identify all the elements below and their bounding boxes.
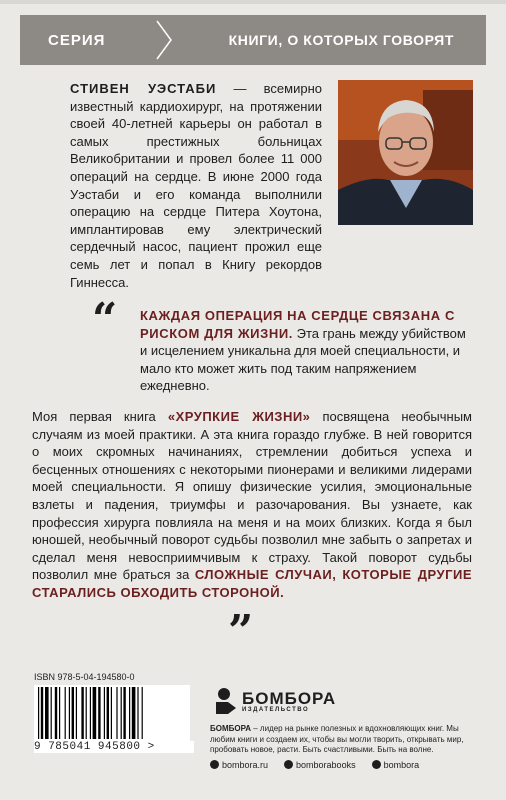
author-photo [338,80,473,225]
publisher-desc-name: БОМБОРА [210,724,252,733]
telegram-icon [372,760,381,769]
bio-text: — всемирно известный кардиохирург, на протяжении своей 40-летней карьеры он работал в самых престижных больницах Великобритании и провел более 11 000 операций на сердце. В июне 2000 года Уэстаби и его команда выполнили операцию на сердце Питера Хоутона, имплантировав ему электрический сердечный насос, пациент прожил еще семь лет и попал в Книгу рекордов Гиннесса. [70,81,322,290]
series-banner [20,15,486,65]
open-quote-icon: “ [92,294,118,345]
social-link-site[interactable]: bombora.ru [210,760,268,770]
publisher-sub: ИЗДАТЕЛЬСТВО [242,706,310,713]
publisher-name: БОМБОРА [242,688,337,708]
author-name: СТИВЕН УЭСТАБИ [70,81,217,96]
description-highlight: СЛОЖНЫЕ СЛУЧАИ, КОТОРЫЕ ДРУГИЕ СТАРАЛИСЬ ОБХОДИТЬ СТОРОНОЙ. [32,567,473,600]
pull-quote-text: Эта грань между убийством и исцелением уникальна для моей специальности, и мало кто может жить под таким напряжением ежедневно. [140,325,466,394]
pull-quote [140,307,470,395]
pull-quote-highlight: КАЖДАЯ ОПЕРАЦИЯ НА СЕРДЦЕ СВЯЗАНА С РИСКОМ ДЛЯ ЖИЗНИ. [140,308,455,341]
isbn: ISBN 978-5-04-194580-0 [34,672,135,682]
description-part-2: посвящена необычным случаям из моей практики. А эта книга гораздо глубже. В ней говорится о моих скромных начинаниях, стремлении добиться успеха и бесценных отношениях с некоторыми пионерами и великими лидерами моей специальности. Я опишу физические усилия, эмоциональные взлеты и падения, триумфы и разочарования. Вы узнаете, как профессия хирурга повлияла на меня и на моих близких. Когда я был юношей, необычный поворот судьбы позволил мне забыть о запретах и сделал меня невосприимчивым к страху. Такой поворот судьбы позволил мне браться за [32,409,472,583]
globe-icon [210,760,219,769]
vk-icon [284,760,293,769]
publisher-logo [214,686,336,716]
series-label: СЕРИЯ [48,31,106,49]
social-link-telegram[interactable]: bombora [372,760,420,770]
chevron-right-icon [153,15,175,65]
first-book-title: «ХРУПКИЕ ЖИЗНИ» [167,409,311,424]
social-links [210,760,419,770]
publisher-description [210,724,486,756]
series-name: КНИГИ, О КОТОРЫХ ГОВОРЯТ [228,32,454,48]
publisher-desc-text: – лидер на рынке полезных и вдохновляющих книг. Мы любим книги и создаем их, чтобы вы могли творить, открывать мир, пробовать новое, расти. Быть счастливыми. Быть на волне. [210,724,464,754]
barcode-number: 9 785041 945800 > [34,741,194,753]
description-part-1: Моя первая книга [32,409,168,424]
description [32,408,472,602]
bombora-logo-icon [214,686,238,716]
author-bio [70,80,322,291]
close-quote-icon: ” [228,606,254,657]
barcode [34,685,190,741]
top-strip [0,0,506,4]
social-link-vk[interactable]: bomborabooks [284,760,356,770]
